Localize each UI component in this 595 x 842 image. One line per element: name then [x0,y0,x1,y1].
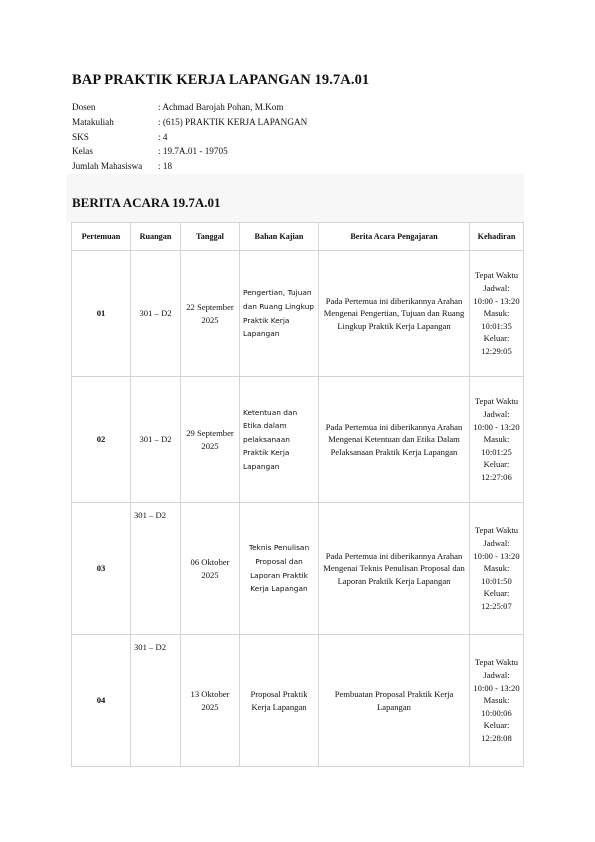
table-header-row [72,223,524,251]
info-row-sks [72,130,307,145]
table-row [72,251,524,377]
cell-tanggal: 22 September 2025 [181,251,240,377]
info-value: : 18 [158,161,173,172]
cell-berita-acara: Pada Pertemua ini diberikannya Arahan Mengenai Pengertian, Tujuan dan Ruang Lingkup Praktik Kerja Lapangan [319,251,470,377]
column-header-pertemuan: Pertemuan [72,223,131,251]
column-header-bahan-kajian: Bahan Kajian [240,223,319,251]
cell-ruangan: 301 – D2 [131,635,181,767]
page-title: BAP PRAKTIK KERJA LAPANGAN 19.7A.01 [72,72,370,88]
cell-pertemuan: 03 [72,503,131,635]
course-info [72,100,307,174]
cell-tanggal: 29 September 2025 [181,377,240,503]
cell-kehadiran: Tepat Waktu Jadwal: 10:00 - 13:20 Masuk: 10:01:25 Keluar: 12:27:06 [470,377,524,503]
info-value: : 4 [158,131,168,142]
cell-tanggal: 06 Oktober 2025 [181,503,240,635]
info-label: SKS [72,131,89,142]
info-row-jumlah-mahasiswa [72,159,307,174]
cell-bahan-kajian: Pengertian, Tujuan dan Ruang Lingkup Praktik Kerja Lapangan [240,251,319,377]
info-row-matakuliah [72,115,307,130]
cell-berita-acara: Pada Pertemua ini diberikannya Arahan Mengenai Ketentuan dan Etika Dalam Pelaksanaan Praktik Kerja Lapangan [319,377,470,503]
table-row [72,503,524,635]
cell-bahan-kajian: Teknis Penulisan Proposal dan Laporan Praktik Kerja Lapangan [240,503,319,635]
column-header-berita-acara: Berita Acara Pengajaran [319,223,470,251]
cell-ruangan: 301 – D2 [131,503,181,635]
info-label: Dosen [72,102,96,112]
info-label: Jumlah Mahasiswa [72,161,143,172]
table-row [72,377,524,503]
cell-kehadiran: Tepat Waktu Jadwal: 10:00 - 13:20 Masuk: 10:01:50 Keluar: 12:25:07 [470,503,524,635]
cell-bahan-kajian: Proposal Praktik Kerja Lapangan [240,635,319,767]
cell-bahan-kajian: Ketentuan dan Etika dalam pelaksanaan Praktik Kerja Lapangan [240,377,319,503]
berita-acara-table [71,222,524,767]
info-row-kelas [72,144,307,159]
info-value: : (615) PRAKTIK KERJA LAPANGAN [158,116,308,127]
cell-ruangan: 301 – D2 [131,377,181,503]
cell-pertemuan: 02 [72,377,131,503]
info-row-dosen [72,100,307,115]
info-value: : Achmad Barojah Pohan, M.Kom [158,102,284,112]
cell-pertemuan: 01 [72,251,131,377]
info-label: Kelas [72,146,93,157]
cell-tanggal: 13 Oktober 2025 [181,635,240,767]
table-row [72,635,524,767]
cell-kehadiran: Tepat Waktu Jadwal: 10:00 - 13:20 Masuk: 10:00:06 Keluar: 12:28:08 [470,635,524,767]
cell-berita-acara: Pembuatan Proposal Praktik Kerja Lapangan [319,635,470,767]
cell-kehadiran: Tepat Waktu Jadwal: 10:00 - 13:20 Masuk: 10:01:35 Keluar: 12:29:05 [470,251,524,377]
info-value: : 19.7A.01 - 19705 [158,146,228,157]
section-title: BERITA ACARA 19.7A.01 [72,195,221,210]
cell-berita-acara: Pada Pertemua ini diberikannya Arahan Mengenai Teknis Penulisan Proposal dan Laporan Praktik Kerja Lapangan [319,503,470,635]
column-header-ruangan: Ruangan [131,223,181,251]
cell-ruangan: 301 – D2 [131,251,181,377]
column-header-kehadiran: Kehadiran [470,223,524,251]
info-label: Matakuliah [72,116,114,127]
cell-pertemuan: 04 [72,635,131,767]
column-header-tanggal: Tanggal [181,223,240,251]
